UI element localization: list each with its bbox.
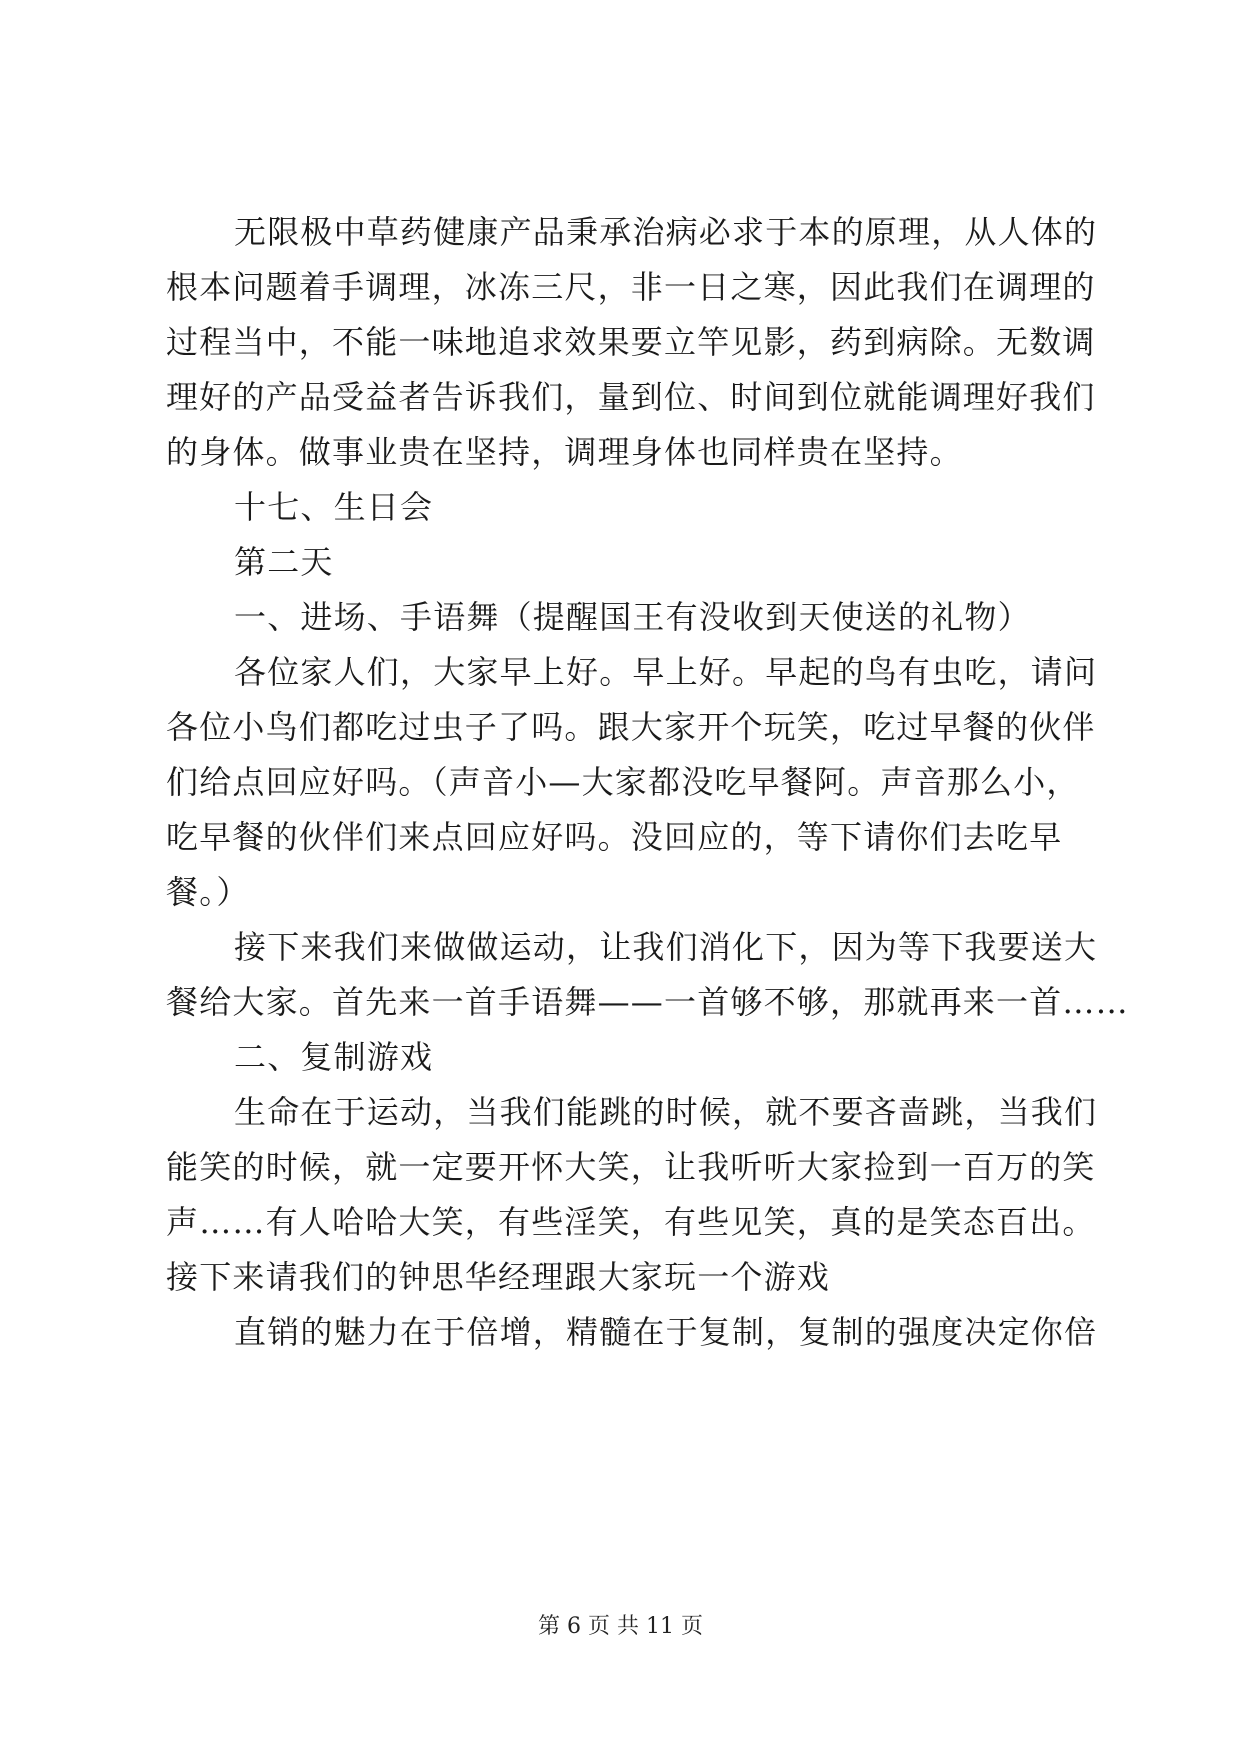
section-heading: 一、进场、手语舞（提醒国王有没收到天使送的礼物） [234, 598, 1031, 636]
section-heading: 十七、生日会 [234, 488, 434, 526]
page-number-footer: 第 6 页 共 11 页 [538, 1614, 703, 1639]
paragraph-line: 无限极中草药健康产品秉承治病必求于本的原理，从人体的 [234, 213, 1098, 251]
paragraph-line: 们给点回应好吗。（声音小—大家都没吃早餐阿。声音那么小， [166, 763, 1080, 801]
paragraph-line: 能笑的时候，就一定要开怀大笑，让我听听大家捡到一百万的笑 [166, 1148, 1096, 1186]
paragraph-line: 接下来请我们的钟思华经理跟大家玩一个游戏 [166, 1258, 831, 1296]
paragraph-line: 直销的魅力在于倍增，精髓在于复制，复制的强度决定你倍 [234, 1313, 1098, 1351]
paragraph-line: 各位家人们，大家早上好。早上好。早起的鸟有虫吃，请问 [234, 653, 1098, 691]
paragraph-line: 的身体。做事业贵在坚持，调理身体也同样贵在坚持。 [166, 433, 963, 471]
paragraph-line: 生命在于运动，当我们能跳的时候，就不要吝啬跳，当我们 [234, 1093, 1098, 1131]
paragraph-line: 餐给大家。首先来一首手语舞——一首够不够，那就再来一首…… [166, 983, 1129, 1021]
paragraph-line: 理好的产品受益者告诉我们，量到位、时间到位就能调理好我们 [166, 378, 1096, 416]
section-heading: 第二天 [234, 543, 334, 581]
paragraph-line: 根本问题着手调理，冰冻三尺，非一日之寒，因此我们在调理的 [166, 268, 1096, 306]
paragraph-line: 接下来我们来做做运动，让我们消化下，因为等下我要送大 [234, 928, 1098, 966]
paragraph-line: 餐。） [166, 873, 250, 911]
paragraph-line: 各位小鸟们都吃过虫子了吗。跟大家开个玩笑，吃过早餐的伙伴 [166, 708, 1096, 746]
paragraph-line: 过程当中，不能一味地追求效果要立竿见影，药到病除。无数调 [166, 323, 1096, 361]
section-heading: 二、复制游戏 [234, 1038, 434, 1076]
paragraph-line: 吃早餐的伙伴们来点回应好吗。没回应的，等下请你们去吃早 [166, 818, 1063, 856]
paragraph-line: 声……有人哈哈大笑，有些淫笑，有些见笑，真的是笑态百出。 [166, 1203, 1096, 1241]
